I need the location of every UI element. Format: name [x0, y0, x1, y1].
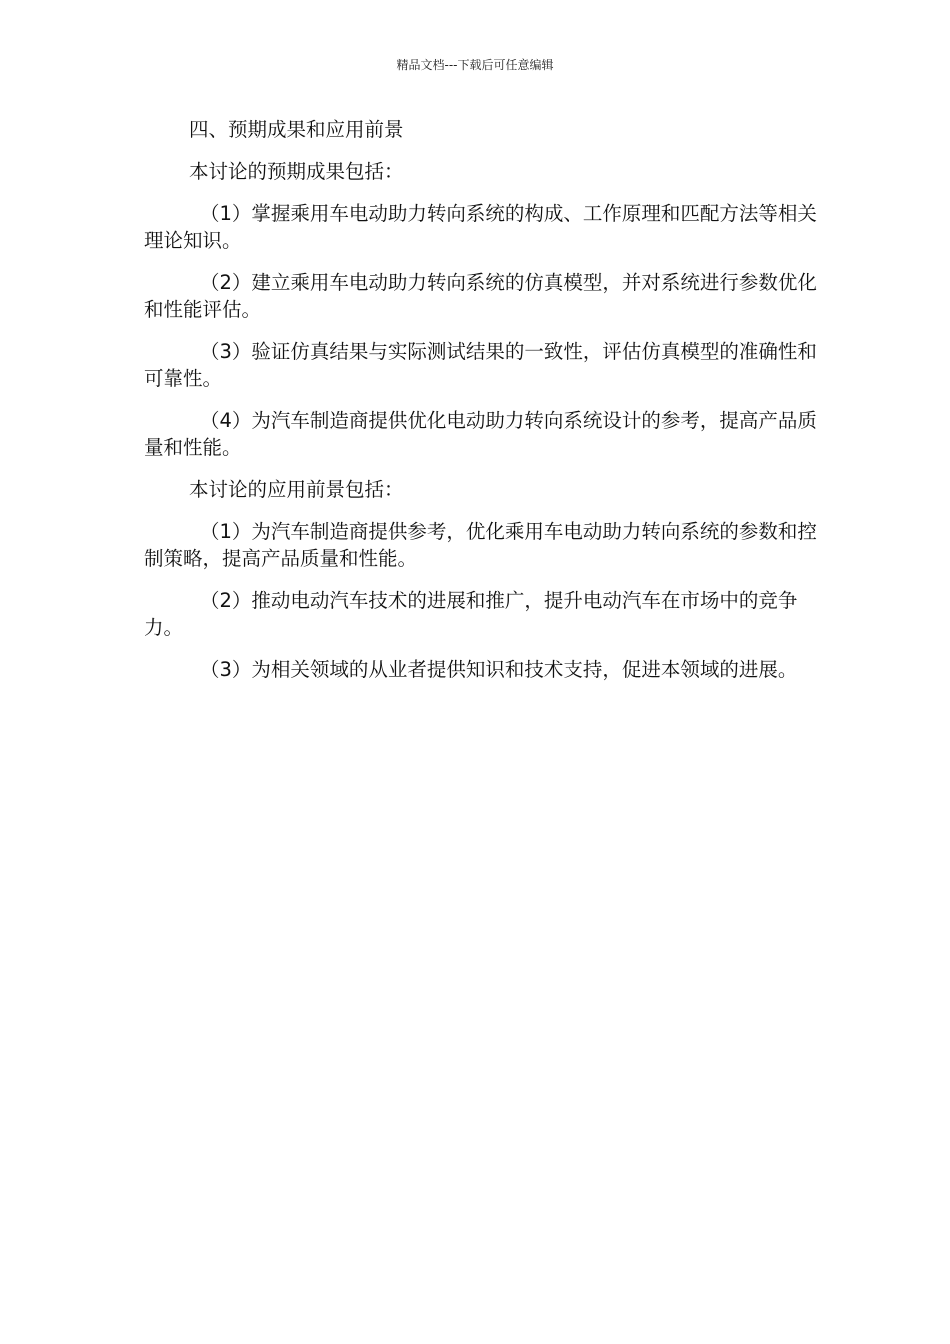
- application-intro: 本讨论的应用前景包括：: [189, 478, 404, 501]
- application-item-3: （3）为相关领域的从业者提供知识和技术支持，促进本领域的进展。: [200, 658, 798, 681]
- application-item-1: （1）为汽车制造商提供参考，优化乘用车电动助力转向系统的参数和控制策略，提高产品质量和性能。: [144, 520, 817, 570]
- expected-item-1: （1）掌握乘用车电动助力转向系统的构成、工作原理和匹配方法等相关理论知识。: [144, 202, 817, 252]
- section-title: 四、预期成果和应用前景: [189, 118, 404, 141]
- expected-item-2: （2）建立乘用车电动助力转向系统的仿真模型，并对系统进行参数优化和性能评估。: [144, 271, 817, 321]
- expected-item-4: （4）为汽车制造商提供优化电动助力转向系统设计的参考，提高产品质量和性能。: [144, 409, 817, 459]
- page-header: 精品文档---下载后可任意编辑: [396, 58, 554, 72]
- document-body: [144, 116, 824, 698]
- expected-item-3: （3）验证仿真结果与实际测试结果的一致性，评估仿真模型的准确性和可靠性。: [144, 340, 817, 390]
- expected-intro: 本讨论的预期成果包括：: [189, 160, 404, 183]
- application-item-2: （2）推动电动汽车技术的进展和推广，提升电动汽车在市场中的竞争力。: [144, 589, 798, 639]
